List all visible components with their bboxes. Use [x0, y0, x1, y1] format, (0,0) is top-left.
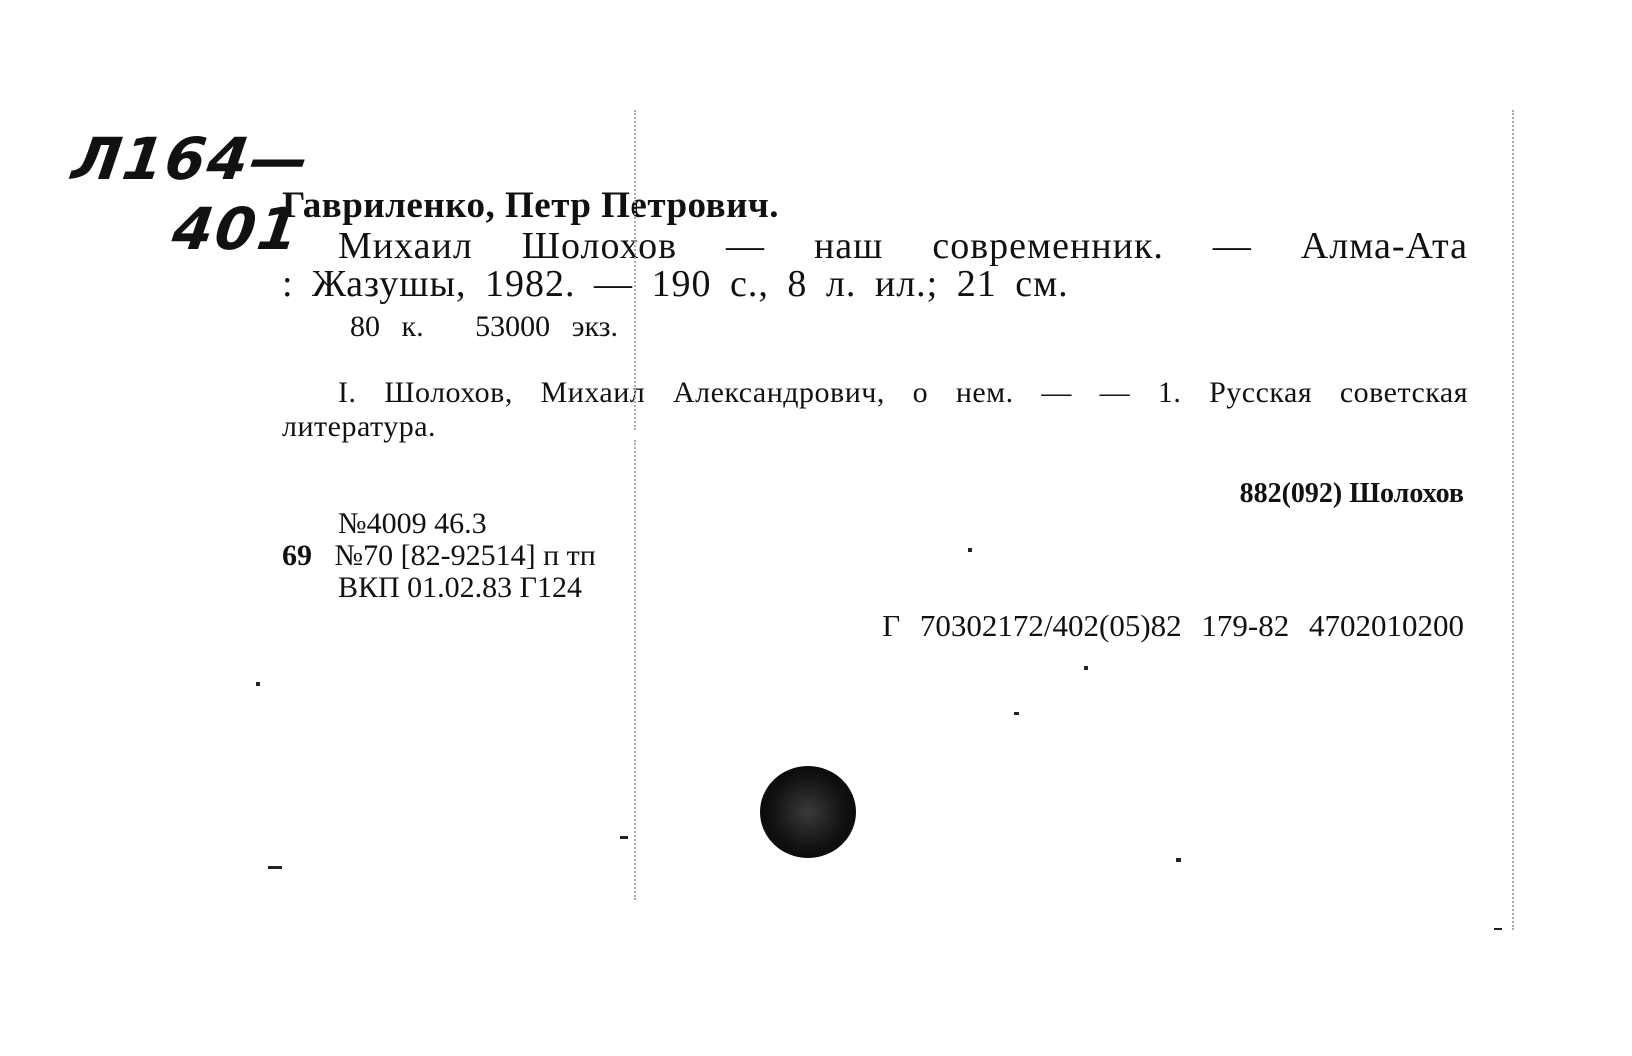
- subject-headings: I. Шолохов, Михаил Александрович, о нем. — — 1. Русская советская литература.: [282, 376, 1468, 443]
- scan-guide-line: [634, 110, 636, 430]
- shelf-mark-line-1: Л164—: [68, 125, 315, 193]
- price-and-print-run: [350, 310, 618, 344]
- number-row-3: ВКП 01.02.83 Г124: [338, 571, 583, 604]
- card-punch-hole: [760, 766, 856, 858]
- author-heading: Гавриленко, Петр Петрович.: [282, 185, 780, 226]
- udc-classification: 882(092) Шолохов: [1239, 478, 1464, 509]
- scan-speck: [256, 682, 260, 686]
- scan-speck: [268, 866, 282, 869]
- scan-speck: [1084, 666, 1088, 670]
- number-row-2-prefix: 69: [282, 539, 312, 572]
- number-row-2: [282, 540, 596, 572]
- print-run: 53000 экз.: [475, 310, 618, 343]
- scan-speck: [968, 548, 972, 552]
- title-statement: Михаил Шолохов — наш современник. — Алма-Ата: [338, 225, 1468, 267]
- registration-numbers: [282, 508, 596, 604]
- handwritten-shelf-mark: [59, 125, 315, 263]
- scan-guide-line: [1512, 110, 1514, 930]
- scan-guide-line: [634, 440, 636, 900]
- bbk-code-line: Г 70302172/402(05)82 179-82 4702010200: [882, 608, 1464, 643]
- scan-speck: [1176, 858, 1181, 862]
- shelf-mark-line-2: 401: [168, 195, 305, 263]
- number-row-1: №4009 46.3: [338, 507, 487, 540]
- scan-speck: [1014, 712, 1019, 715]
- imprint-statement: : Жазушы, 1982. — 190 с., 8 л. ил.; 21 см.: [282, 263, 1069, 305]
- scan-speck: [1494, 928, 1502, 930]
- number-row-2-text: №70 [82-92514] п тп: [334, 539, 596, 572]
- scan-speck: [620, 836, 628, 839]
- price: 80 к.: [350, 310, 424, 343]
